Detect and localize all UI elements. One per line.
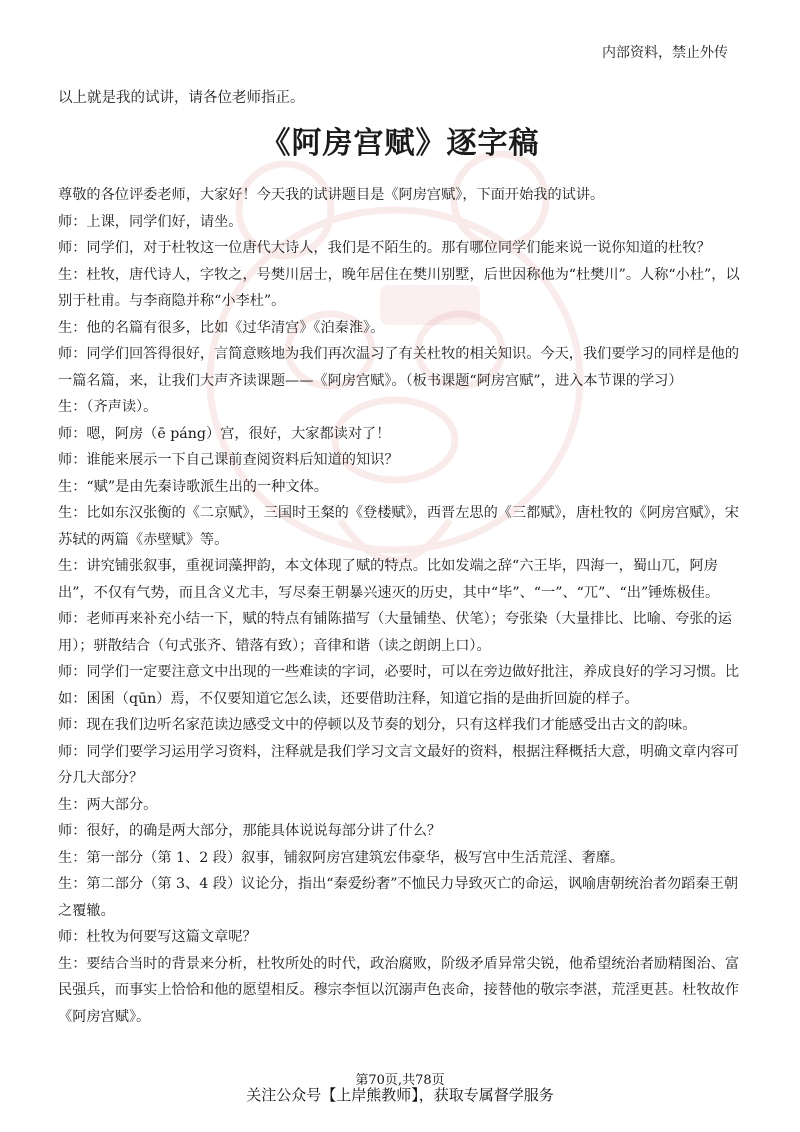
transcript-paragraph: 生：“赋”是由先秦诗歌派生出的一种文体。 [58,478,328,495]
transcript-paragraph: 师：同学们，对于杜牧这一位唐代大诗人，我们是不陌生的。那有哪位同学们能来说一说你知道的杜牧？ [58,240,711,256]
transcript-paragraph: 生：比如东汉张衡的《二京赋》，三国时王粲的《登楼赋》，西晋左思的《三都赋》，唐杜牧的《阿房宫赋》，宋苏轼的两篇《赤壁赋》等。 [58,505,739,548]
transcript-paragraph: 生：第二部分（第 3、4 段）议论分，指出“秦爱纷奢”不恤民力导致灭亡的命运，讽喻唐朝统治者勿蹈秦王朝之覆辙。 [58,876,739,919]
transcript-paragraph: 师：老师再来补充小结一下，赋的特点有铺陈描写（大量铺垫、伏笔）；夸张染（大量排比、比喻、夸张的运用）；骈散结合（句式张齐、错落有致）；音律和谐（读之朗朗上口）。 [58,611,732,654]
transcript-paragraph: 师：上课，同学们好，请坐。 [58,213,243,230]
intro-line: 以上就是我的试讲，请各位老师指正。 [58,90,305,106]
transcript-paragraph: 师：杜牧为何要写这篇文章呢？ [58,929,257,945]
transcript-paragraph: 师：嗯，阿房（ē páng）宫，很好，大家都读对了！ [58,425,391,442]
transcript-paragraph: 生：他的名篇有很多，比如《过华清宫》《泊秦淮》。 [58,319,385,336]
transcript-paragraph: 生：讲究铺张叙事，重视词藻押韵，本文体现了赋的特点。比如发端之辞“六王毕，四海一，蜀山兀，阿房出”，不仅有气势，而且含义尤丰，写尽秦王朝暴兴速灭的历史，其中“毕”、“一”、“兀”、“出”锤炼极佳。 [58,558,720,601]
transcript-paragraph: 生：要结合当时的背景来分析，杜牧所处的时代，政治腐败，阶级矛盾异常尖锐，他希望统治者励精图治、富民强兵，而事实上恰恰和他的愿望相反。穆宗李恒以沉溺声色丧命，接替他的敬宗李湛，荒淫更甚。杜牧故作《阿房宫赋》。 [58,955,740,1025]
transcript-paragraph: 师：谁能来展示一下自己课前查阅资料后知道的知识？ [58,452,399,468]
follow-notice: 关注公众号【上岸熊教师】，获取专属督学服务 [246,1086,554,1104]
transcript-paragraph: 尊敬的各位评委老师，大家好！今天我的试讲题目是《阿房宫赋》，下面开始我的试讲。 [58,187,605,203]
transcript-paragraph: 生：两大部分。 [58,796,158,813]
transcript-paragraph: 师：很好，的确是两大部分，那能具体说说每部分讲了什么？ [58,823,442,839]
transcript-paragraph: 生：杜牧，唐代诗人，字牧之，号樊川居士，晚年居住在樊川别墅，后世因称他为“杜樊川”。人称“小杜”，以别于杜甫。与李商隐并称“小李杜”。 [58,266,740,309]
transcript-paragraph: 师：同学们要学习运用学习资料，注释就是我们学习文言文最好的资料，根据注释概括大意，明确文章内容可分几大部分？ [58,743,740,786]
transcript-paragraph: 师：同学们回答得很好，言简意赅地为我们再次温习了有关杜牧的相关知识。今天，我们要学习的同样是他的一篇名篇，来，让我们大声齐读课题——《阿房宫赋》。（板书课题“阿房宫赋”，进入本节课的学习） [58,346,740,389]
transcript-body [58,182,744,1030]
page-title: 《阿房宫赋》逐字稿 [260,126,540,161]
page-number: 第70页,共78页 [355,1073,445,1088]
transcript-paragraph: 生：（齐声读）。 [58,399,158,415]
transcript-paragraph: 师：同学们一定要注意文中出现的一些难读的字词，必要时，可以在旁边做好批注，养成良好的学习习惯。比如：囷囷（qūn）焉，不仅要知道它怎么读，还要借助注释，知道它指的是曲折回旋的样子。 [58,664,740,707]
confidential-note: 内部资料，禁止外传 [602,45,728,61]
transcript-paragraph: 师：现在我们边听名家范读边感受文中的停顿以及节奏的划分，只有这样我们才能感受出古文的韵味。 [58,717,697,733]
transcript-paragraph: 生：第一部分（第 1、2 段）叙事，铺叙阿房宫建筑宏伟豪华，极写宫中生活荒淫、奢靡。 [58,849,625,866]
